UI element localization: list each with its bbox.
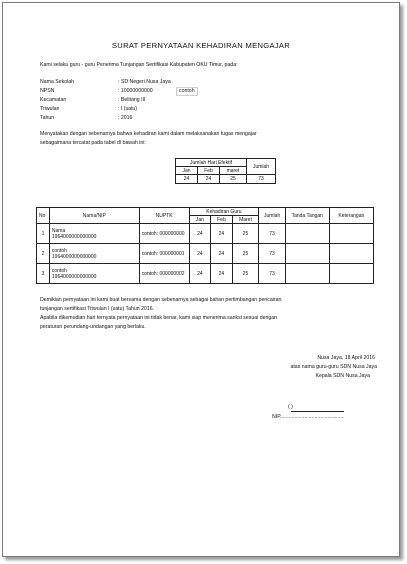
effective-value-feb: 24 bbox=[198, 175, 220, 184]
identity-value-quarter: : I (satu) bbox=[118, 106, 138, 112]
row-no: 3 bbox=[37, 264, 50, 284]
col-header-signature: Tanda Tangan bbox=[285, 208, 329, 224]
effective-month-feb: Feb bbox=[198, 167, 220, 175]
signature-position: Kepala SDN Nusa Jaya bbox=[315, 373, 370, 379]
signature-underline bbox=[291, 411, 344, 412]
col-header-no: No bbox=[37, 208, 50, 224]
closing-line-4: peraturan perundang-undangan yang berlaku. bbox=[40, 324, 146, 330]
row-nip: 1964000000000000 bbox=[51, 273, 97, 280]
row-signature-cell[interactable] bbox=[285, 264, 329, 284]
row-mar: 25 bbox=[232, 224, 259, 244]
identity-value-school: : SD Negeri Nusa Jaya bbox=[118, 79, 171, 85]
signature-name-bracket: ( ) bbox=[288, 404, 293, 410]
row-notes-cell[interactable] bbox=[329, 244, 373, 264]
table-row bbox=[37, 224, 374, 244]
row-total: 73 bbox=[259, 244, 286, 264]
effective-month-jan: Jan bbox=[176, 167, 198, 175]
col-header-name: Nama/NIP bbox=[49, 208, 139, 224]
closing-line-1: Demikian pernyataan ini kami buat bersama dengan sebenarnya sebagai bahan pertimbangan pencairan bbox=[40, 297, 282, 303]
identity-label-district: Kecamatan bbox=[40, 97, 67, 103]
row-nuptk: contoh: 000000000 bbox=[139, 224, 189, 244]
col-header-notes: Keterangan bbox=[329, 208, 373, 224]
identity-label-school: Nama Sekolah bbox=[40, 79, 75, 85]
row-notes-cell[interactable] bbox=[329, 264, 373, 284]
identity-value-npsn: : 10000000000 bbox=[118, 88, 153, 94]
col-header-mar: Maret bbox=[232, 216, 259, 224]
row-nip: 1964000000000000 bbox=[51, 233, 97, 240]
statement-line-2: sebagaimana tercatat pada tabel di bawah ini: bbox=[40, 140, 146, 146]
signature-on-behalf: atas nama guru-guru SDN Nusa Jaya bbox=[290, 364, 377, 370]
npsn-example-field[interactable]: contoh bbox=[176, 87, 198, 96]
effective-value-mar: 25 bbox=[220, 175, 247, 184]
row-name: contoh bbox=[51, 247, 67, 254]
row-name-cell bbox=[49, 264, 139, 284]
identity-label-quarter: Triwulan bbox=[40, 106, 60, 112]
signature-place-date: Nusa Jaya, 18 April 2016 bbox=[317, 355, 375, 361]
effective-value-jan: 24 bbox=[176, 175, 198, 184]
attendance-table bbox=[36, 207, 374, 284]
row-feb: 24 bbox=[211, 244, 233, 264]
table-row bbox=[37, 244, 374, 264]
document-title: SURAT PERNYATAAN KEHADIRAN MENGAJAR bbox=[111, 41, 291, 50]
col-header-jan: Jan bbox=[189, 216, 211, 224]
effective-days-header: Jumlah Hari Efektif bbox=[176, 159, 247, 167]
document-page bbox=[2, 2, 400, 557]
row-nuptk: contoh: 000000001 bbox=[139, 244, 189, 264]
row-jan: 24 bbox=[189, 264, 211, 284]
col-header-total: Jumlah bbox=[259, 208, 286, 224]
table-row bbox=[37, 264, 374, 284]
effective-value-total: 73 bbox=[247, 175, 276, 184]
statement-line-1: Menyatakan dengan sebenarnya bahwa kehadiran kami dalam melaksanakan tugas mengajar bbox=[40, 131, 257, 137]
row-nip: 1964000000000000 bbox=[51, 253, 97, 260]
row-no: 2 bbox=[37, 244, 50, 264]
row-feb: 24 bbox=[211, 264, 233, 284]
row-total: 73 bbox=[259, 264, 286, 284]
identity-value-year: : 2016 bbox=[118, 115, 133, 121]
col-header-attendance: Kehadiran Guru bbox=[189, 208, 259, 216]
signature-nip: NIP............................................ bbox=[272, 414, 344, 420]
effective-month-mar: maret bbox=[220, 167, 247, 175]
identity-label-npsn: NPSN bbox=[40, 88, 55, 94]
identity-label-year: Tahun bbox=[40, 115, 55, 121]
row-notes-cell[interactable] bbox=[329, 224, 373, 244]
row-total: 73 bbox=[259, 224, 286, 244]
row-jan: 24 bbox=[189, 224, 211, 244]
row-name: contoh bbox=[51, 267, 67, 274]
identity-value-district: : Belitang III bbox=[118, 97, 146, 103]
row-signature-cell[interactable] bbox=[285, 224, 329, 244]
row-mar: 25 bbox=[232, 244, 259, 264]
row-feb: 24 bbox=[211, 224, 233, 244]
row-name-cell bbox=[49, 224, 139, 244]
row-jan: 24 bbox=[189, 244, 211, 264]
row-mar: 25 bbox=[232, 264, 259, 284]
closing-line-3: Apabila dikemudian hari ternyata pernyataan ini tidak benar, kami siap menerima sanksi sesuai dengan bbox=[40, 315, 278, 321]
effective-days-table bbox=[175, 158, 276, 184]
row-no: 1 bbox=[37, 224, 50, 244]
row-name: Nama bbox=[51, 227, 66, 234]
row-nuptk: contoh: 000000002 bbox=[139, 264, 189, 284]
col-header-feb: Feb bbox=[211, 216, 233, 224]
row-name-cell bbox=[49, 244, 139, 264]
effective-days-total-header: Jumlah bbox=[247, 159, 276, 175]
intro-text: Kami selaku guru - guru Penerima Tunjangan Sertifikasi Kabupaten OKU Timur, pada: bbox=[40, 62, 238, 68]
col-header-nuptk: NUPTK bbox=[139, 208, 189, 224]
row-signature-cell[interactable] bbox=[285, 244, 329, 264]
closing-line-2: tunjangan sertifikasi Triwulan I (satu) Tahun 2016. bbox=[40, 306, 155, 312]
